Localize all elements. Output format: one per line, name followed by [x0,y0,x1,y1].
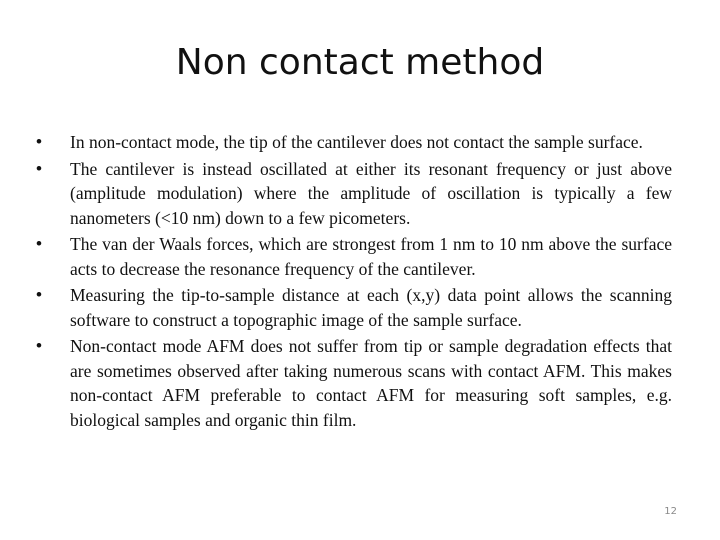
slide-title: Non contact method [175,42,545,83]
bullet-icon: • [36,132,42,151]
page-number: 12 [664,506,677,517]
bullet-item [36,334,672,432]
bullet-item [36,283,672,332]
bullet-icon: • [36,234,42,253]
bullet-icon: • [36,336,42,355]
bullet-item [36,232,672,281]
bullet-text: In non-contact mode, the tip of the cantilever does not contact the sample surface. [70,132,643,152]
bullet-text: The cantilever is instead oscillated at either its resonant frequency or just above (amplitude modulation) where the amplitude of oscillation is typically a few nanometers (<10 nm) down to a few picometers. [70,158,672,228]
bullet-text: Measuring the tip-to-sample distance at each (x,y) data point allows the scanning software to construct a topographic image of the sample surface. [70,285,672,330]
bullet-item [36,130,672,155]
bullet-text: The van der Waals forces, which are strongest from 1 nm to 10 nm above the surface acts to decrease the resonance frequency of the cantilever. [70,234,672,279]
bullet-list [36,130,672,434]
bullet-icon: • [36,285,42,304]
bullet-icon: • [36,158,42,178]
bullet-item [36,157,672,231]
bullet-text: Non-contact mode AFM does not suffer from tip or sample degradation effects that are sometimes observed after taking numerous scans with contact AFM. This makes non-contact AFM preferable to contact AFM for measuring soft samples, e.g. biological samples and organic thin film. [70,336,672,430]
